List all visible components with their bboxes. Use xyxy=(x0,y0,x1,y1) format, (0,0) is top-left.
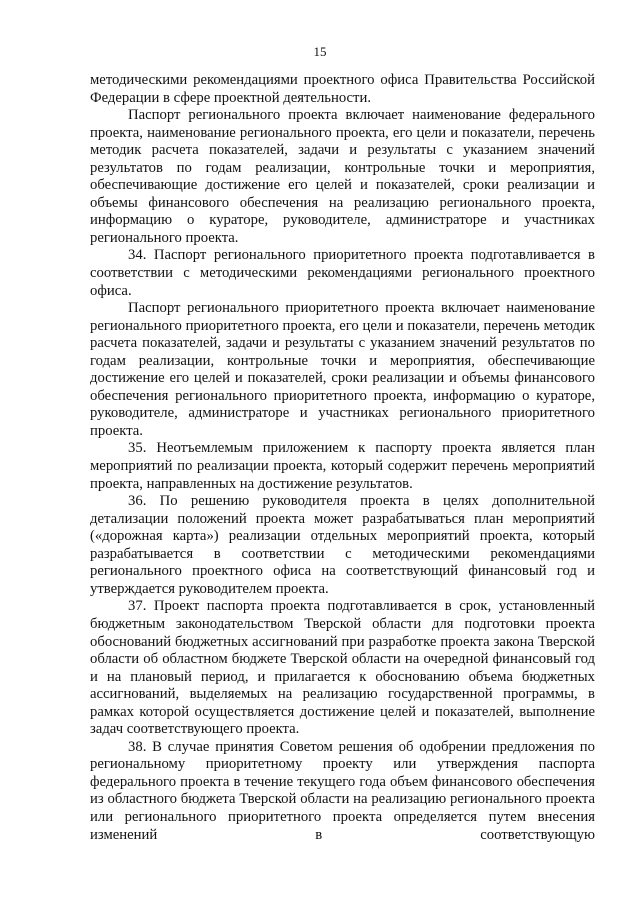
paragraph-regional-passport-contents: Паспорт регионального проекта включает наименование федерального проекта, наименование регионального проекта, его цели и показатели, перечень методик расчета показателей, задачи и результаты с указанием значений результатов по годам реализации, контрольные точки и мероприятия, обеспечивающие достижение его целей и показателей, сроки реализации и объемы финансового обеспечения на реализацию регионального проекта, информацию о кураторе, руководителе, администраторе и участниках регионального проекта. xyxy=(90,107,595,246)
paragraph-continuation: методическими рекомендациями проектного офиса Правительства Российской Федерации в сфере проектной деятельности. xyxy=(90,72,595,106)
paragraph-36: 36. По решению руководителя проекта в целях дополнительной детализации положений проекта может разрабатываться план мероприятий («дорожная карта») реализации отдельных мероприятий проекта, который разрабатывается в соответствии с методическими рекомендациями регионального проектного офиса на соответствующий финансовый год и утверждается руководителем проекта. xyxy=(90,493,595,597)
paragraph-37: 37. Проект паспорта проекта подготавливается в срок, установленный бюджетным законодательством Тверской области для подготовки проекта обоснований бюджетных ассигнований при разработке проекта закона Тверской области об областном бюджете Тверской области на очередной финансовый год и на плановый период, и прилагается к обоснованию объема бюджетных ассигнований, выделяемых на реализацию государственной программы, в рамках которой осуществляется достижение целей и показателей, выполнение задач соответствующего проекта. xyxy=(90,598,595,738)
document-body xyxy=(90,72,595,844)
page-number: 15 xyxy=(313,44,327,59)
paragraph-priority-passport-contents: Паспорт регионального приоритетного проекта включает наименование регионального приоритетного проекта, его цели и показатели, перечень методик расчета показателей, задачи и результаты с указанием значений результатов по годам реализации, контрольные точки и мероприятия, обеспечивающие достижение его целей и показателей, сроки реализации и объемы финансового обеспечения регионального приоритетного проекта, информацию о кураторе, руководителе, администраторе и участниках регионального приоритетного проекта. xyxy=(90,300,595,439)
paragraph-38: 38. В случае принятия Советом решения об одобрении предложения по региональному приоритетному проекту или утверждения паспорта федерального проекта в течение текущего года объем финансового обеспечения из областного бюджета Тверской области на реализацию регионального проекта или регионального приоритетного проекта определяется путем внесения изменений в соответствующую xyxy=(90,738,595,843)
paragraph-35: 35. Неотъемлемым приложением к паспорту проекта является план мероприятий по реализации проекта, который содержит перечень мероприятий проекта, направленных на достижение результатов. xyxy=(90,440,595,492)
paragraph-34: 34. Паспорт регионального приоритетного проекта подготавливается в соответствии с методическими рекомендациями регионального проектного офиса. xyxy=(90,247,595,299)
